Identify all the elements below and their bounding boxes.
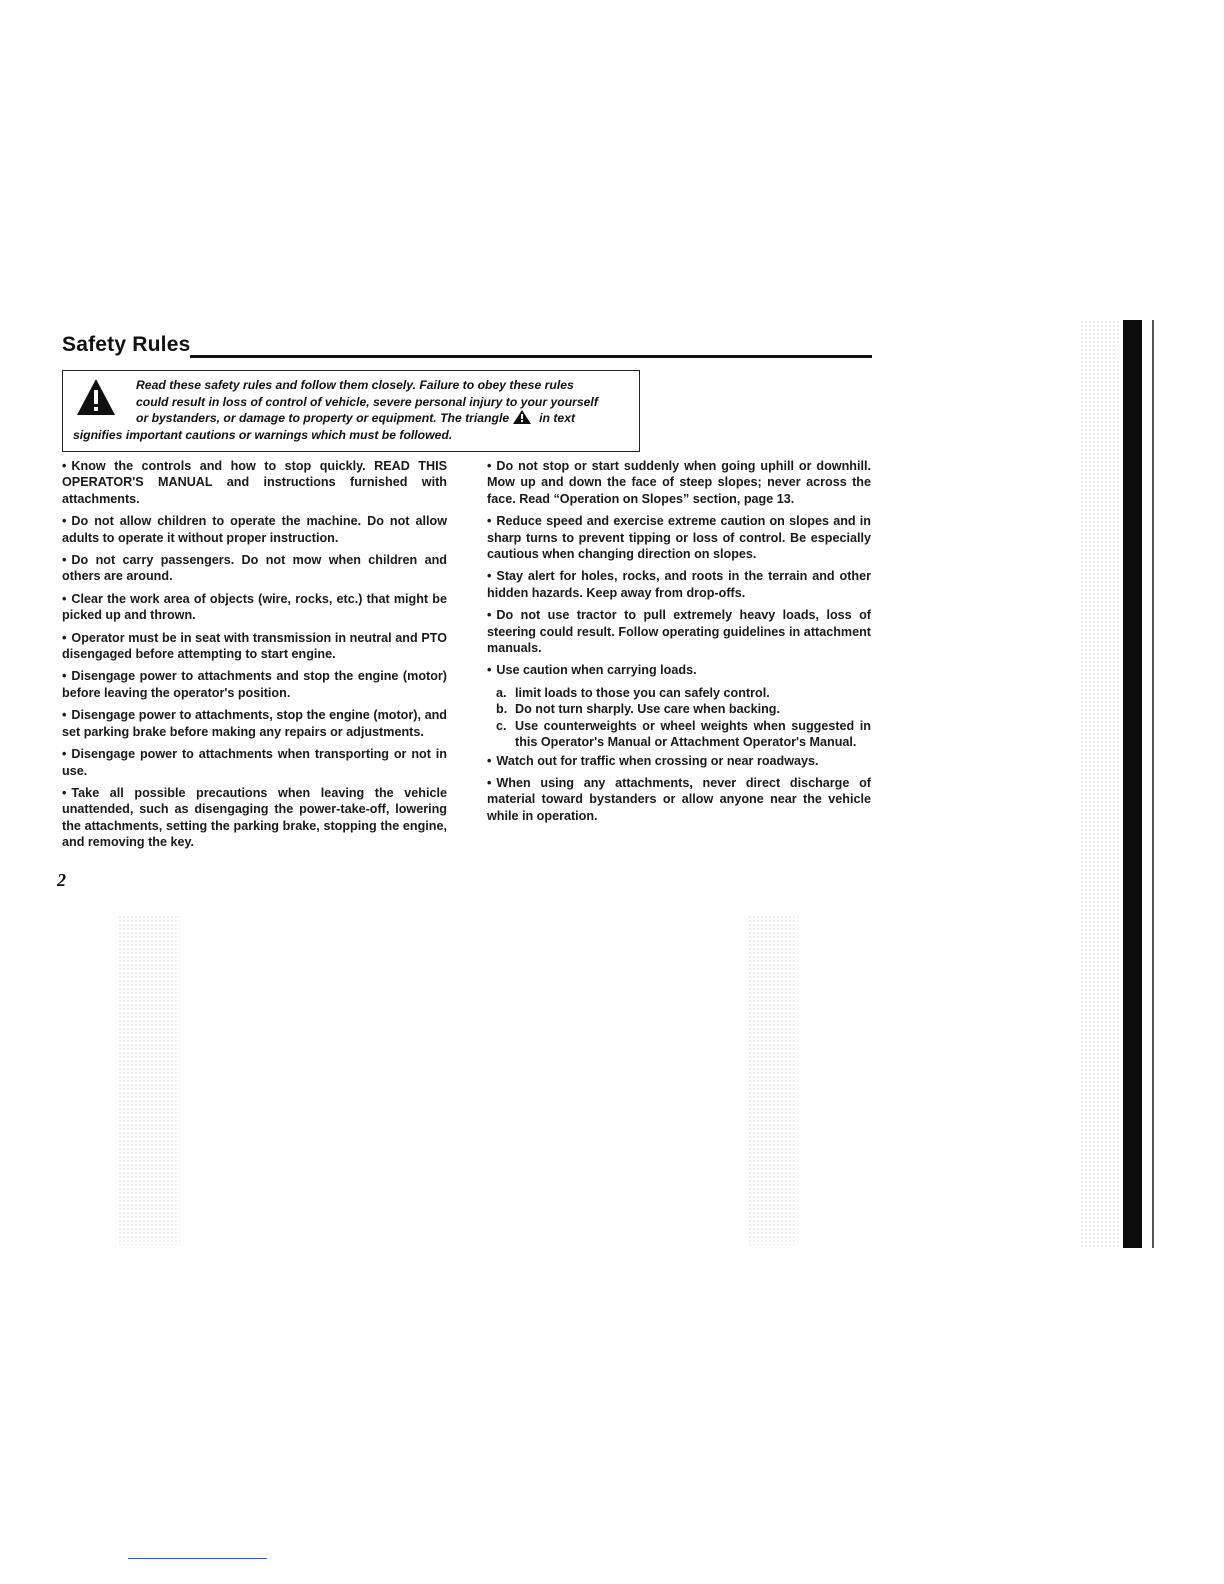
- rule-text: Operator must be in seat with transmission in neutral and PTO disengaged before attempting to start engine.: [62, 630, 447, 662]
- bullet: •: [487, 663, 492, 678]
- bullet: •: [62, 459, 67, 473]
- rule-item: [62, 591, 447, 624]
- inline-warning-triangle-icon: [513, 410, 531, 424]
- rule-item: [487, 568, 871, 601]
- bullet: •: [62, 514, 67, 529]
- rule-item: [62, 458, 447, 507]
- rule-text: When using any attachments, never direct discharge of material toward bystanders or allow anyone near the vehicle while in operation.: [487, 775, 871, 823]
- bullet: •: [62, 747, 67, 762]
- left-rules-column: [62, 458, 447, 857]
- bullet: •: [62, 553, 67, 568]
- bullet: •: [62, 669, 67, 684]
- warning-line-4: signifies important cautions or warnings which must be followed.: [73, 427, 453, 442]
- subitem-text: Use counterweights or wheel weights when suggested in this Operator's Manual or Attachment Operator's Manual.: [515, 718, 871, 750]
- rule-item: [62, 707, 447, 740]
- scan-noise-center: [748, 915, 798, 1245]
- warning-text: [73, 377, 631, 443]
- rule-text: Do not stop or start suddenly when going uphill or downhill. Mow up and down the face of steep slopes; never across the face. Read “Operation on Slopes” section, page 13.: [487, 459, 871, 506]
- safety-warning-box: [62, 370, 640, 452]
- rule-text: Disengage power to attachments, stop the engine (motor), and set parking brake before making any repairs or adjustments.: [62, 708, 447, 739]
- rule-item: [487, 662, 871, 678]
- rule-item: [487, 775, 871, 824]
- rule-text: Disengage power to attachments when transporting or not in use.: [62, 747, 447, 778]
- rule-item: [62, 785, 447, 851]
- rule-item: [487, 458, 871, 507]
- rule-item: [62, 668, 447, 701]
- rule-text: Know the controls and how to stop quickly. READ THIS OPERATOR'S MANUAL and instructions furnished with attachments.: [62, 459, 447, 506]
- page-number: 2: [57, 870, 66, 890]
- bullet: •: [62, 785, 67, 800]
- rule-text: Do not use tractor to pull extremely heavy loads, loss of steering could result. Follow operating guidelines in attachment manuals.: [487, 608, 871, 656]
- subitem-text: Do not turn sharply. Use care when backing.: [515, 702, 780, 717]
- rule-item: [62, 513, 447, 546]
- subitem-label: b.: [496, 702, 508, 717]
- warning-line-2: could result in loss of control of vehicle, severe personal injury to your yourself: [136, 394, 598, 409]
- right-rules-column: [487, 458, 871, 830]
- rule-text: Use caution when carrying loads.: [496, 663, 697, 678]
- warning-line-3-text: or bystanders, or damage to property or equipment. The triangle: [136, 411, 510, 425]
- bullet: •: [62, 708, 67, 723]
- bullet: •: [487, 569, 492, 584]
- load-subitem: [487, 685, 871, 701]
- rule-text: Take all possible precautions when leaving the vehicle unattended, such as disengaging the power-take-off, lowering the attachments, setting the parking brake, stopping the engine, and removing the key.: [62, 785, 447, 850]
- bottom-underline: [128, 1558, 267, 1559]
- scan-noise-right: [1080, 320, 1120, 1248]
- rule-item: [62, 630, 447, 663]
- bullet: •: [487, 608, 492, 623]
- subitem-label: a.: [496, 685, 507, 700]
- binding-edge-line: [1152, 320, 1154, 1248]
- title-row: [62, 333, 872, 363]
- scan-noise-left: [118, 915, 180, 1245]
- bullet: •: [62, 591, 67, 606]
- rule-text: Watch out for traffic when crossing or near roadways.: [496, 753, 819, 768]
- rule-item: [62, 746, 447, 779]
- rule-text: Do not carry passengers. Do not mow when children and others are around.: [62, 553, 447, 584]
- warning-line-3-tail: in text: [539, 411, 576, 425]
- load-subitem: [487, 701, 871, 717]
- rule-text: Stay alert for holes, rocks, and roots in the terrain and other hidden hazards. Keep away from drop-offs.: [487, 569, 871, 600]
- bullet: •: [487, 775, 492, 790]
- title-rule: [190, 355, 872, 358]
- rule-item: [62, 552, 447, 585]
- bullet: •: [487, 514, 492, 529]
- binding-edge-bar: [1123, 320, 1142, 1248]
- bullet: •: [62, 630, 67, 645]
- bullet: •: [487, 753, 492, 768]
- load-subitem: [487, 718, 871, 751]
- rule-text: Disengage power to attachments and stop the engine (motor) before leaving the operator's position.: [62, 669, 447, 700]
- rule-item: [487, 607, 871, 656]
- rule-text: Reduce speed and exercise extreme caution on slopes and in sharp turns to prevent tipping or loss of control. Be especially cautious when changing direction on slopes.: [487, 514, 871, 562]
- warning-line-3: [73, 410, 631, 427]
- warning-line-1: Read these safety rules and follow them closely. Failure to obey these rules: [136, 378, 574, 392]
- subitem-text: limit loads to those you can safely control.: [515, 685, 770, 700]
- page-title: Safety Rules: [62, 333, 191, 356]
- rule-text: Do not allow children to operate the machine. Do not allow adults to operate it without proper instruction.: [62, 514, 447, 545]
- subitem-label: c.: [496, 718, 507, 733]
- rule-item: [487, 753, 871, 769]
- rule-item: [487, 513, 871, 562]
- bullet: •: [487, 459, 492, 473]
- rule-text: Clear the work area of objects (wire, rocks, etc.) that might be picked up and thrown.: [62, 591, 447, 623]
